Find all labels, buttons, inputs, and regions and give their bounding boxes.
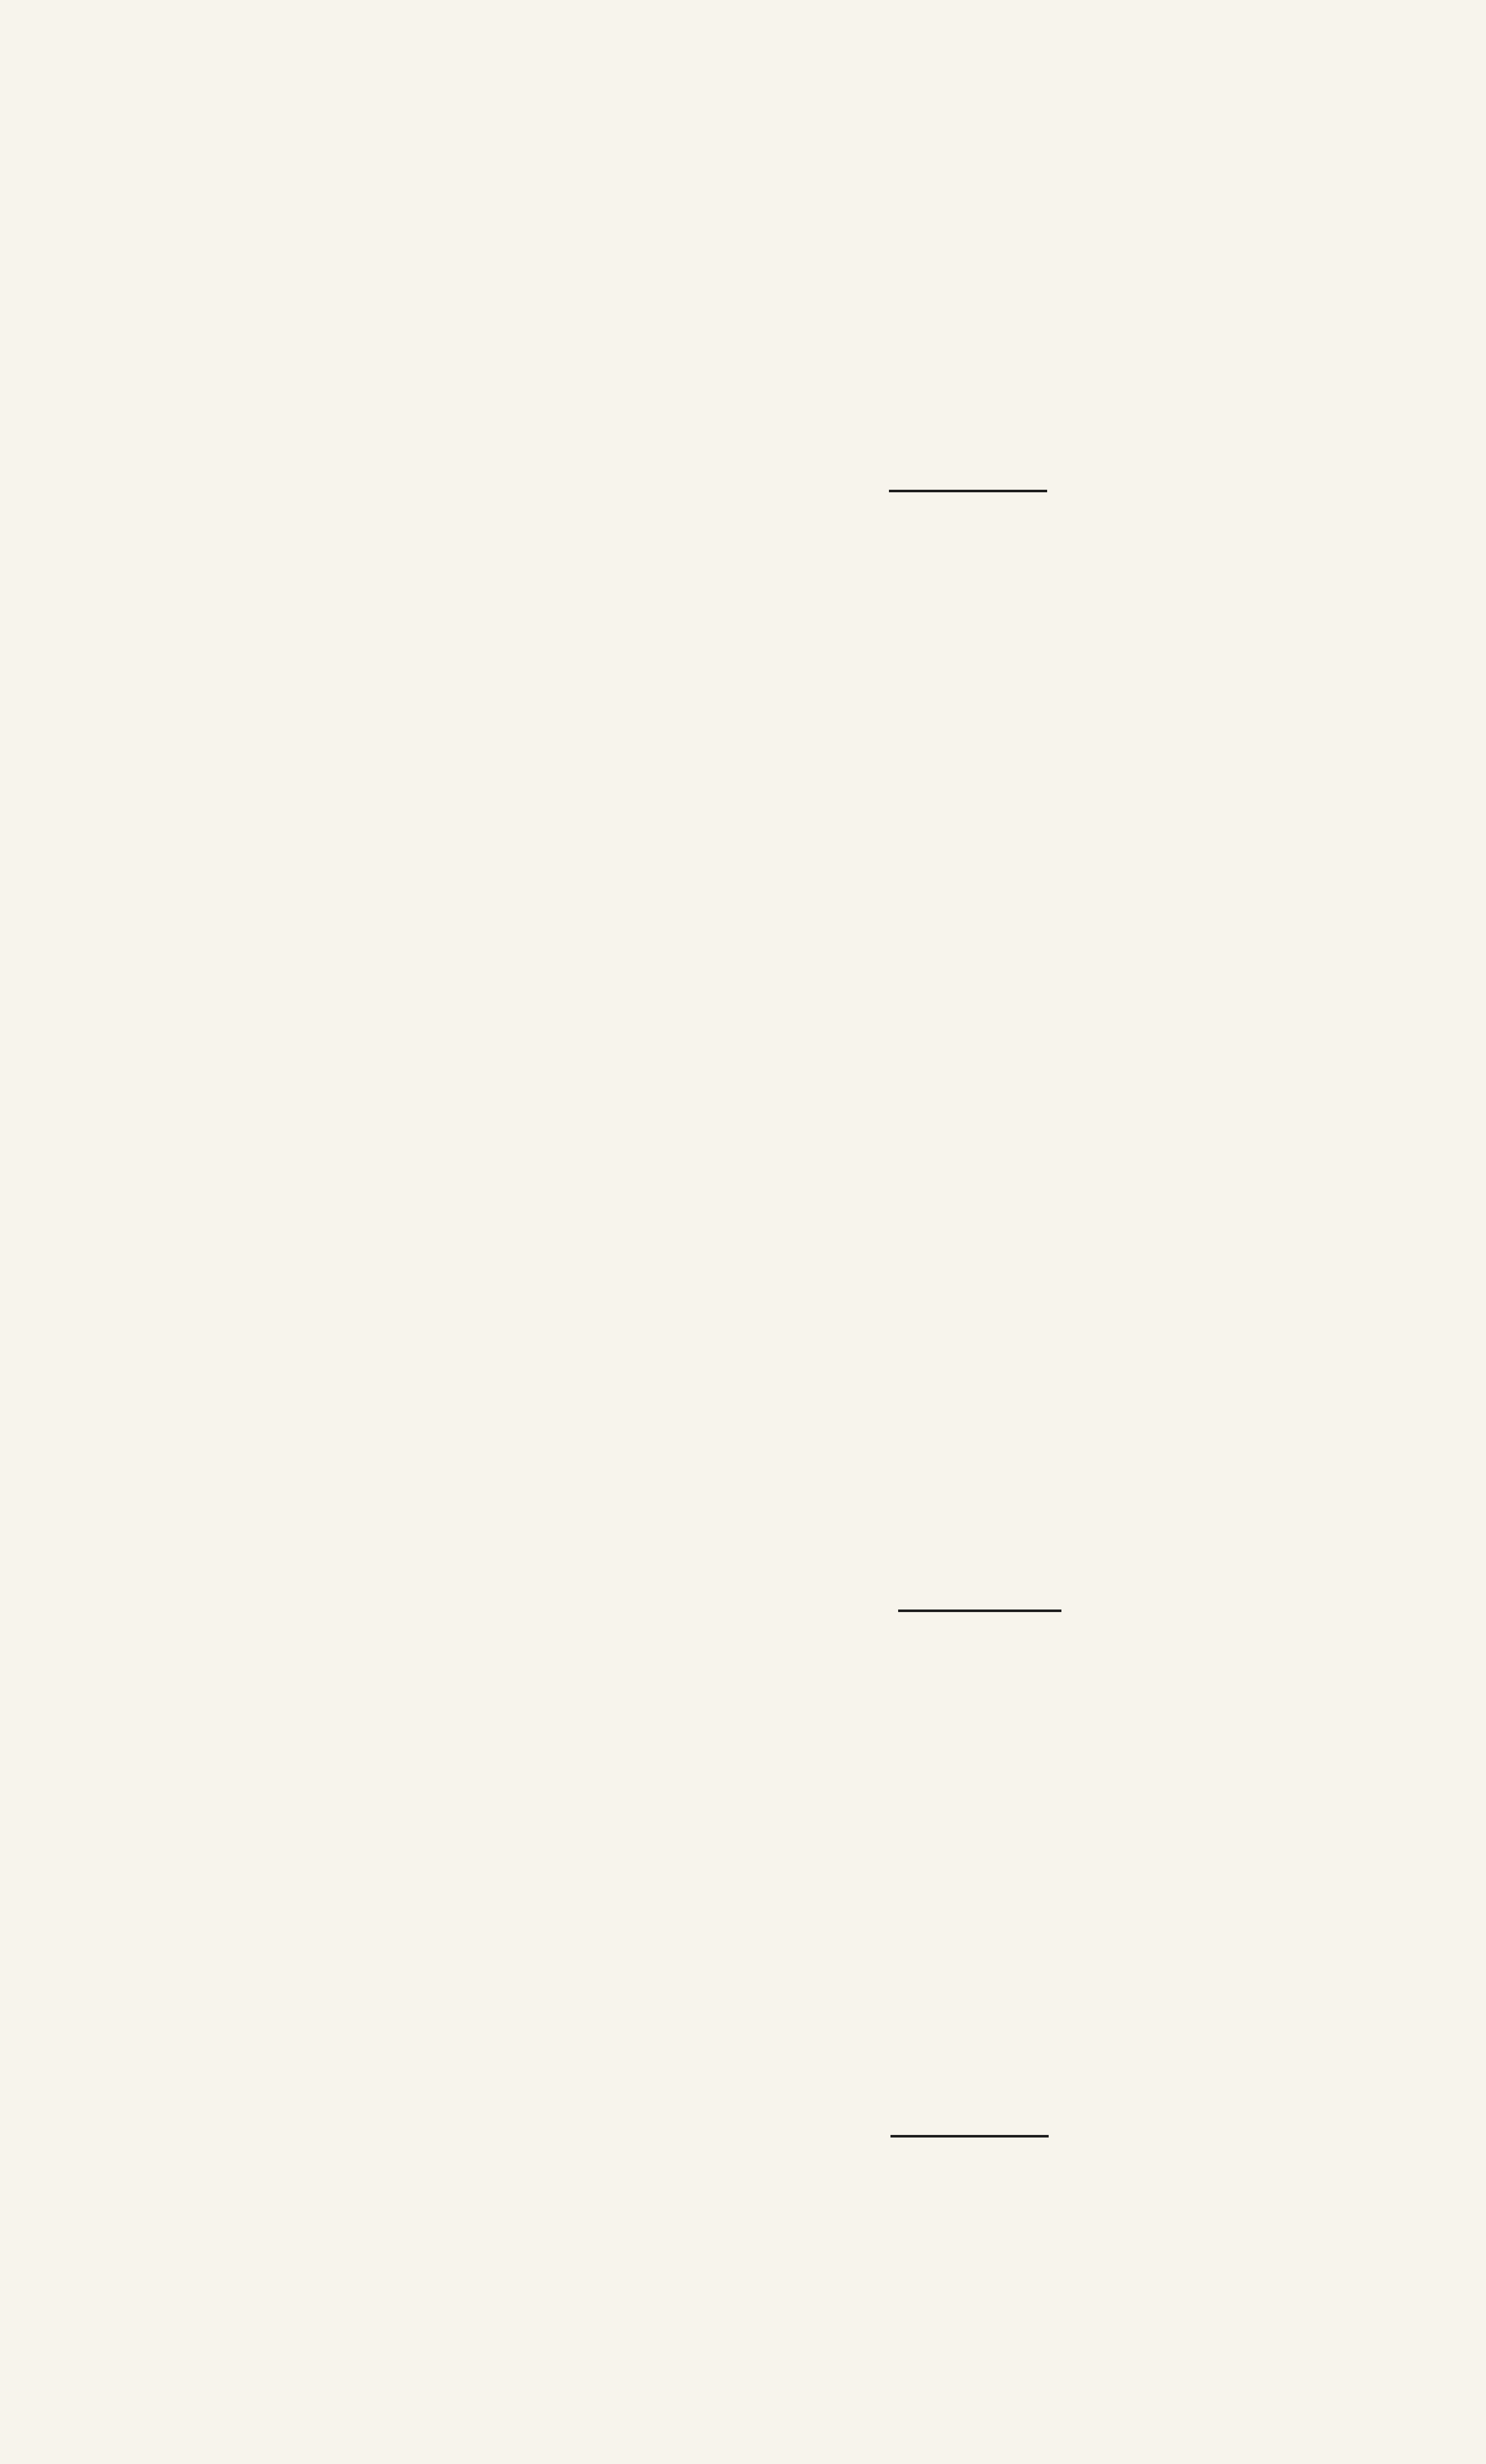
paid-subtotal-rule (898, 1610, 1061, 1612)
recap-subtotal-rule (890, 2135, 1049, 2138)
top-subtotal-rule (889, 490, 1047, 492)
